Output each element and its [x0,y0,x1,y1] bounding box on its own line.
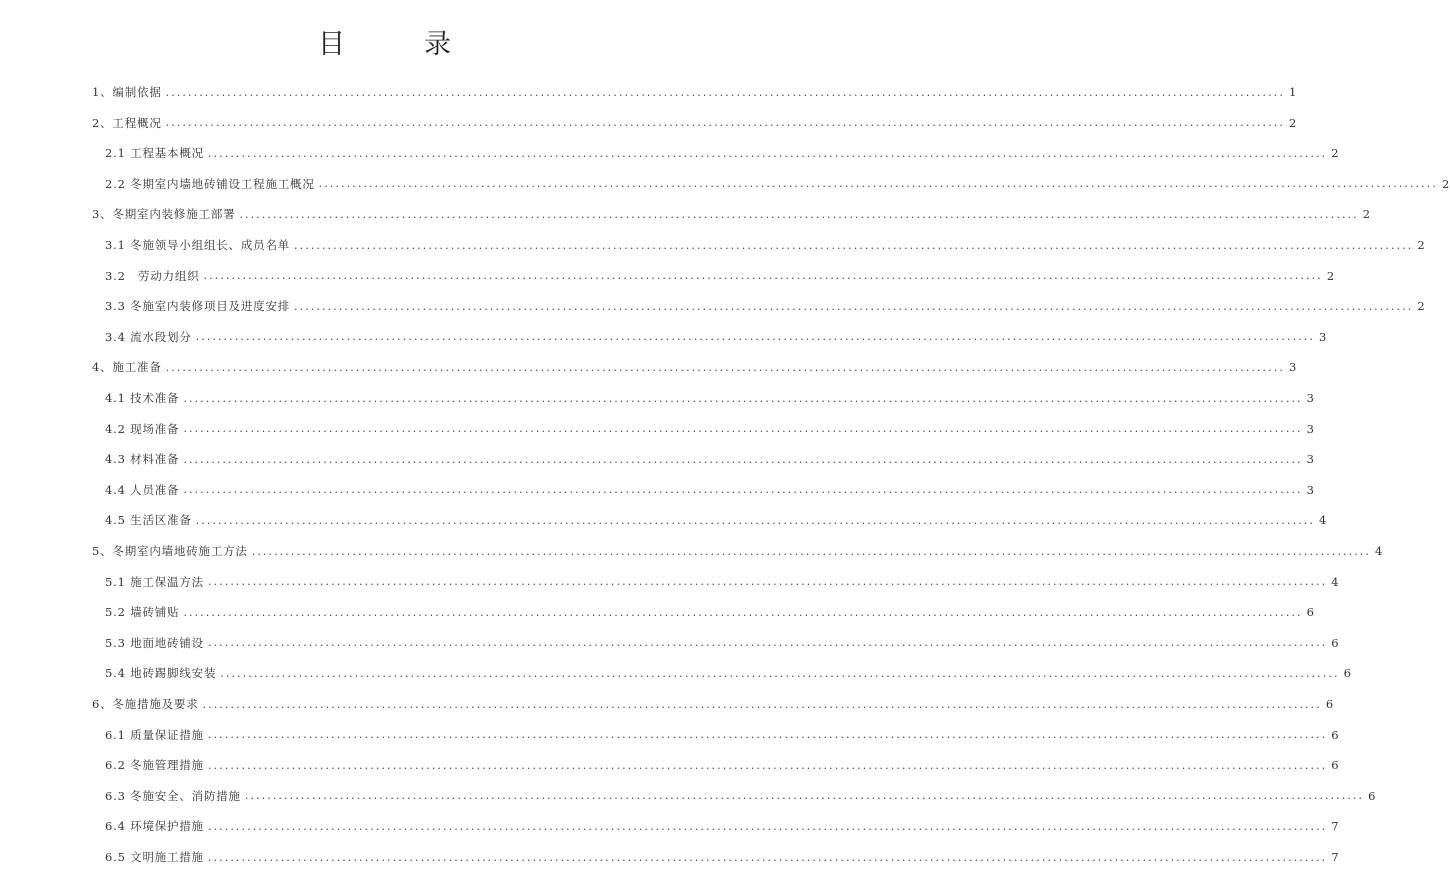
toc-entry-page-number: 2 [1417,238,1426,252]
toc-entry[interactable] [92,80,1298,104]
toc-entry-page-number: 2 [1362,207,1371,222]
dot-leader: ........................................................................................................................................................................................................ [195,330,1315,344]
toc-entry-page-number: 6 [1331,758,1340,773]
dot-leader: ........................................................................................................................................................................................................ [294,238,1414,252]
page-title: 目 录 [318,29,477,61]
toc-entry-title: 6.4 环境保护措施 [105,819,204,834]
dot-leader: ........................................................................................................................................................................................................ [183,422,1303,436]
toc-entry[interactable] [105,447,1315,471]
toc-entry-page-number: 6 [1306,605,1315,620]
toc-entry-page-number: 6 [1343,666,1352,681]
toc-entry-page-number: 3 [1318,329,1328,344]
toc-entry[interactable] [105,141,1340,165]
toc-entry[interactable] [92,692,1334,716]
toc-entry[interactable] [105,661,1352,685]
dot-leader: ........................................................................................................................................................................................................ [251,544,1372,558]
toc-entry-title: 2.1 工程基本概况 [105,146,204,161]
dot-leader: ........................................................................................................................................................................................................ [207,819,1328,833]
toc-entry[interactable] [105,723,1340,747]
toc-entry-title: 4.5 生活区准备 [105,513,192,528]
toc-entry-title: 3.2 劳动力组织 [105,268,200,283]
toc-entry-page-number: 4 [1375,544,1384,558]
toc-entry-title: 3.3 冬施室内装修项目及进度安排 [105,299,291,314]
toc-entry-title: 5.2 墙砖铺贴 [105,605,180,620]
toc-entry-page-number: 3 [1306,421,1315,436]
toc-entry-page-number: 2 [1288,115,1298,130]
toc-entry-page-number: 3 [1306,452,1315,467]
toc-entry-title: 4、施工准备 [92,360,162,375]
toc-entry-page-number: 1 [1288,85,1298,99]
toc-entry[interactable] [105,570,1340,594]
toc-entry[interactable] [105,600,1315,624]
toc-entry[interactable] [105,508,1328,532]
dot-leader: ........................................................................................................................................................................................................ [207,636,1328,650]
toc-entry[interactable] [105,845,1340,869]
toc-entry-title: 5.1 施工保温方法 [105,574,204,589]
dot-leader: ........................................................................................................................................................................................................ [207,146,1328,160]
toc-entry-page-number: 2 [1326,268,1335,283]
toc-entry-page-number: 4 [1318,513,1328,528]
toc-entry-title: 4.2 现场准备 [105,421,180,436]
toc-entry-title: 6.3 冬施安全、消防措施 [105,788,241,803]
toc-entry-page-number: 6 [1325,697,1334,711]
dot-leader: ........................................................................................................................................................................................................ [183,483,1303,497]
toc-entry-title: 2、工程概况 [92,115,162,130]
toc-entry-title: 3.4 流水段划分 [105,329,192,344]
toc-entry-title: 3、冬期室内装修施工部署 [92,207,236,222]
toc-entry-page-number: 3 [1306,482,1315,497]
dot-leader: ........................................................................................................................................................................................................ [220,666,1340,680]
toc-entry-title: 6.1 质量保证措施 [105,727,204,742]
toc-entry-title: 6.5 文明施工措施 [105,850,204,864]
dot-leader: ........................................................................................................................................................................................................ [318,177,1438,191]
dot-leader: ........................................................................................................................................................................................................ [183,391,1303,405]
dot-leader: ........................................................................................................................................................................................................ [207,758,1328,772]
toc-entry[interactable] [92,202,1371,226]
toc-entry-title: 5、冬期室内墙地砖施工方法 [92,544,248,558]
toc-entry-page-number: 6 [1331,727,1340,742]
toc-entry[interactable] [105,631,1340,655]
dot-leader: ........................................................................................................................................................................................................ [294,299,1414,313]
toc-entry-page-number: 7 [1331,850,1340,864]
toc-entry-page-number: 3 [1288,360,1298,375]
toc-entry-page-number: 3 [1306,391,1315,405]
toc-entry[interactable] [105,478,1315,502]
dot-leader: ........................................................................................................................................................................................................ [202,697,1322,711]
toc-entry[interactable] [105,325,1328,349]
toc-entry[interactable] [105,784,1377,808]
dot-leader: ........................................................................................................................................................................................................ [239,207,1359,221]
toc-entry-title: 5.3 地面地砖铺设 [105,635,204,650]
toc-entry-page-number: 2 [1417,299,1426,314]
toc-entry[interactable] [105,264,1335,288]
toc-entry[interactable] [92,111,1298,135]
toc-entry[interactable] [105,417,1315,441]
dot-leader: ........................................................................................................................................................................................................ [195,513,1315,527]
toc-entry-title: 4.4 人员准备 [105,482,180,497]
toc-entry-title: 1、编制依据 [92,85,162,99]
toc-entry-page-number: 7 [1331,819,1340,834]
toc-entry[interactable] [92,355,1298,379]
toc-entry-page-number: 2 [1441,176,1450,191]
toc-entry[interactable] [105,753,1340,777]
toc-entry-title: 6、冬施措施及要求 [92,697,199,711]
toc-entry[interactable] [105,814,1340,838]
dot-leader: ........................................................................................................................................................................................................ [244,789,1365,803]
dot-leader: ........................................................................................................................................................................................................ [165,85,1285,99]
toc-entry-title: 3.1 冬施领导小组组长、成员名单 [105,238,291,252]
toc-entry-page-number: 2 [1331,146,1340,161]
toc-entry-title: 2.2 冬期室内墙地砖铺设工程施工概况 [105,176,315,191]
toc-entry-page-number: 6 [1331,635,1340,650]
toc-entry-title: 5.4 地砖踢脚线安装 [105,666,217,681]
toc-entry[interactable] [105,172,1450,196]
dot-leader: ........................................................................................................................................................................................................ [165,360,1285,374]
dot-leader: ........................................................................................................................................................................................................ [203,269,1323,283]
dot-leader: ........................................................................................................................................................................................................ [207,728,1328,742]
dot-leader: ........................................................................................................................................................................................................ [183,452,1303,466]
dot-leader: ........................................................................................................................................................................................................ [183,605,1303,619]
dot-leader: ........................................................................................................................................................................................................ [207,575,1328,589]
toc-entry[interactable] [105,386,1315,410]
toc-entry-page-number: 6 [1368,788,1377,803]
toc-entry-title: 4.1 技术准备 [105,391,180,405]
toc-entry-title: 6.2 冬施管理措施 [105,758,204,773]
toc-entry-title: 4.3 材料准备 [105,452,180,467]
toc-entry[interactable] [105,294,1426,318]
toc-entry[interactable] [92,539,1384,563]
toc-entry[interactable] [105,233,1426,257]
dot-leader: ........................................................................................................................................................................................................ [165,116,1285,130]
dot-leader: ........................................................................................................................................................................................................ [207,850,1328,864]
toc-entry-page-number: 4 [1331,574,1340,589]
